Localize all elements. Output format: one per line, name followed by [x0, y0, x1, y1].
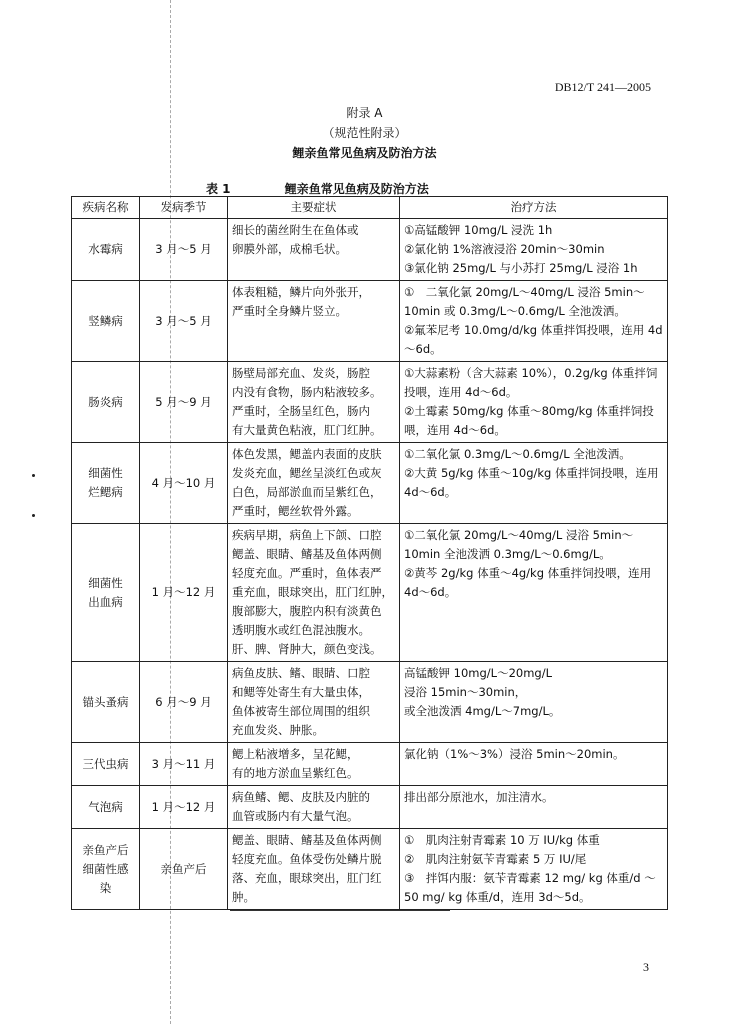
symptom-line: 细长的菌丝附生在鱼体或 — [232, 223, 359, 237]
treatment-line: ①二氧化氯 20mg/L～40mg/L 浸浴 5min～10min 全池泼洒 0.3mg/L～0.6mg/L。 — [404, 528, 634, 561]
symptom-cell — [228, 443, 400, 524]
appendix-type: （规范性附录） — [322, 126, 407, 140]
treatment-line: ②氟苯尼考 10.0mg/d/kg 体重拌饵投喂，连用 4d～6d。 — [404, 323, 663, 356]
disease-name: 锚头蚤病 — [82, 694, 129, 709]
symptom-cell — [228, 524, 400, 662]
symptom-line: 肠壁局部充血、发炎，肠腔 — [232, 366, 370, 380]
column-header: 疾病名称 — [72, 197, 140, 219]
symptom-line: 和鳃等处寄生有大量虫体， — [232, 685, 370, 699]
symptom-line: 鱼体被寄生部位周围的组织 — [232, 704, 370, 718]
season: 3 月～5 月 — [155, 242, 212, 256]
appendix-title: 鲤亲鱼常见鱼病及防治方法 — [292, 146, 437, 160]
season: 4 月～10 月 — [151, 475, 216, 490]
season-cell — [140, 786, 228, 829]
treatment-line: ② 肌肉注射氨苄青霉素 5 万 IU/尾 — [404, 852, 587, 866]
season-cell — [140, 443, 228, 524]
symptom-line: 有大量黄色粘液，肛门红肿。 — [232, 423, 382, 437]
season-cell — [140, 829, 228, 910]
season-cell — [140, 524, 228, 662]
season: 1 月～12 月 — [151, 799, 216, 814]
disease-name: 细菌性感 — [82, 861, 129, 876]
disease-name-cell — [72, 786, 140, 829]
disease-name: 竖鳞病 — [88, 313, 123, 328]
disease-name-cell — [72, 829, 140, 910]
season: 1 月～12 月 — [151, 585, 216, 599]
table-caption-text: 鲤亲鱼常见鱼病及防治方法 — [284, 182, 429, 196]
column-header: 主要症状 — [228, 197, 400, 219]
symptom-line: 卵膜外部，成棉毛状。 — [232, 242, 347, 256]
symptom-line: 病鱼鳍、鳃、皮肤及内脏的 — [232, 790, 370, 804]
treatment-line: ②氯化钠 1%溶液浸浴 20min～30min — [404, 242, 605, 256]
symptom-line: 透明腹水或红色混浊腹水。 — [232, 623, 370, 637]
table-caption — [206, 180, 429, 197]
treatment-line: ① 肌肉注射青霉素 10 万 IU/kg 体重 — [404, 833, 600, 847]
table-row — [72, 281, 668, 362]
season: 亲鱼产后 — [160, 861, 207, 876]
treatment-cell — [400, 362, 668, 443]
symptom-line: 有的地方淤血呈紫红色。 — [232, 766, 359, 780]
treatment-line: ① 二氧化氯 20mg/L～40mg/L 浸浴 5min～10min 或 0.3mg/L～0.6mg/L 全池泼洒。 — [404, 285, 645, 318]
disease-name: 亲鱼产后 — [82, 842, 129, 857]
table-row — [72, 829, 668, 910]
season-cell — [140, 743, 228, 786]
disease-name: 三代虫病 — [82, 756, 129, 771]
symptom-line: 腹部膨大，腹腔内积有淡黄色 — [232, 604, 382, 618]
symptom-line: 白色，局部淤血而呈紫红色， — [232, 485, 382, 499]
disease-name: 水霉病 — [88, 242, 123, 256]
treatment-line: ②黄芩 2g/kg 体重～4g/kg 体重拌饲投喂，连用 4d～6d。 — [404, 566, 652, 599]
disease-name: 肠炎病 — [88, 394, 123, 409]
disease-name: 染 — [99, 880, 112, 895]
treatment-line: ③氯化钠 25mg/L 与小苏打 25mg/L 浸浴 1h — [404, 261, 638, 275]
scan-dot — [32, 474, 35, 477]
treatment-line: ②大黄 5g/kg 体重～10g/kg 体重拌饲投喂，连用 4d～6d。 — [404, 466, 659, 499]
symptom-line: 充血发炎、肿胀。 — [232, 723, 324, 737]
table-header-row — [72, 197, 668, 219]
symptom-line: 发炎充血，鳃丝呈淡红色或灰 — [232, 466, 382, 480]
disease-name-cell — [72, 662, 140, 743]
treatment-cell — [400, 743, 668, 786]
symptom-line: 体色发黑，鳃盖内表面的皮肤 — [232, 447, 382, 461]
disease-name: 气泡病 — [88, 799, 123, 814]
document-code: DB12/T 241—2005 — [554, 80, 651, 94]
treatment-line: 氯化钠（1%～3%）浸浴 5min～20min。 — [404, 747, 625, 761]
symptom-line: 肝、脾、肾肿大，颜色变浅。 — [232, 642, 382, 656]
symptom-line: 鳃盖、眼睛、鳍基及鱼体两侧 — [232, 547, 382, 561]
scan-dot — [32, 514, 35, 517]
treatment-line: ①高锰酸钾 10mg/L 浸洗 1h — [404, 223, 553, 237]
season-cell — [140, 219, 228, 281]
treatment-cell — [400, 281, 668, 362]
disease-name-cell — [72, 743, 140, 786]
treatment-line: ①大蒜素粉（含大蒜素 10%），0.2g/kg 体重拌饲投喂，连用 4d～6d。 — [404, 366, 658, 399]
table-row — [72, 662, 668, 743]
disease-name-cell — [72, 219, 140, 281]
disease-name-cell — [72, 443, 140, 524]
season-cell — [140, 362, 228, 443]
symptom-line: 严重时，全肠呈红色，肠内 — [232, 404, 370, 418]
treatment-cell — [400, 829, 668, 910]
footnote-rule — [230, 910, 450, 911]
season-cell — [140, 281, 228, 362]
symptom-line: 疾病早期，病鱼上下颌、口腔 — [232, 528, 382, 542]
symptom-line: 肿。 — [232, 890, 255, 904]
treatment-line: ①二氧化氯 0.3mg/L～0.6mg/L 全池泼洒。 — [404, 447, 631, 461]
table-number: 表 1 — [206, 182, 231, 196]
table-row — [72, 362, 668, 443]
disease-name: 细菌性 — [88, 466, 123, 480]
symptom-cell — [228, 829, 400, 910]
symptom-line: 病鱼皮肤、鳍、眼睛、口腔 — [232, 666, 370, 680]
treatment-cell — [400, 524, 668, 662]
symptom-line: 体表粗糙，鳞片向外张开， — [232, 285, 370, 299]
symptom-line: 轻度充血。鱼体受伤处鳞片脱 — [232, 852, 382, 866]
symptom-line: 鳃上粘液增多，呈花鳃， — [232, 747, 359, 761]
symptom-line: 内没有食物，肠内粘液较多。 — [232, 385, 382, 399]
disease-table — [71, 196, 668, 910]
season: 6 月～9 月 — [155, 694, 212, 709]
symptom-line: 严重时，鳃丝软骨外露。 — [232, 504, 359, 518]
disease-name: 烂鳃病 — [88, 485, 123, 499]
symptom-cell — [228, 219, 400, 281]
table-row — [72, 524, 668, 662]
treatment-line: 排出部分原池水，加注清水。 — [404, 790, 554, 804]
treatment-cell — [400, 219, 668, 281]
treatment-line: ②土霉素 50mg/kg 体重～80mg/kg 体重拌饲投喂，连用 4d～6d。 — [404, 404, 654, 437]
season: 3 月～11 月 — [151, 756, 216, 771]
appendix-label: 附录 A — [346, 106, 383, 120]
symptom-cell — [228, 786, 400, 829]
season-cell — [140, 662, 228, 743]
symptom-line: 鳃盖、眼睛、鳍基及鱼体两侧 — [232, 833, 382, 847]
table-row — [72, 443, 668, 524]
disease-name: 细菌性 — [88, 575, 123, 590]
disease-name-cell — [72, 362, 140, 443]
treatment-line: 高锰酸钾 10mg/L～20mg/L — [404, 666, 552, 680]
symptom-cell — [228, 281, 400, 362]
symptom-line: 轻度充血。严重时，鱼体表严 — [232, 566, 382, 580]
disease-name-cell — [72, 524, 140, 662]
table-row — [72, 786, 668, 829]
treatment-line: 或全池泼洒 4mg/L～7mg/L。 — [404, 704, 561, 718]
season: 3 月～5 月 — [155, 313, 212, 328]
symptom-cell — [228, 662, 400, 743]
treatment-cell — [400, 662, 668, 743]
disease-name-cell — [72, 281, 140, 362]
table-row — [72, 743, 668, 786]
symptom-line: 严重时全身鳞片竖立。 — [232, 304, 347, 318]
disease-name: 出血病 — [88, 594, 123, 609]
treatment-cell — [400, 443, 668, 524]
column-header: 治疗方法 — [400, 197, 668, 219]
treatment-line: 浸浴 15min～30min， — [404, 685, 527, 699]
symptom-cell — [228, 362, 400, 443]
season: 5 月～9 月 — [155, 394, 212, 409]
table-row — [72, 219, 668, 281]
page-number: 3 — [643, 960, 649, 974]
symptom-line: 血管或肠内有大量气泡。 — [232, 809, 359, 823]
symptom-line: 落、充血，眼球突出，肛门红 — [232, 871, 382, 885]
symptom-line: 重充血，眼球突出，肛门红肿， — [232, 585, 393, 599]
treatment-line: ③ 拌饵内服：氨苄青霉素 12 mg/ kg 体重/d ～50 mg/ kg 体重/d，连用 3d～5d。 — [404, 871, 656, 904]
symptom-cell — [228, 743, 400, 786]
treatment-cell — [400, 786, 668, 829]
column-header: 发病季节 — [140, 197, 228, 219]
